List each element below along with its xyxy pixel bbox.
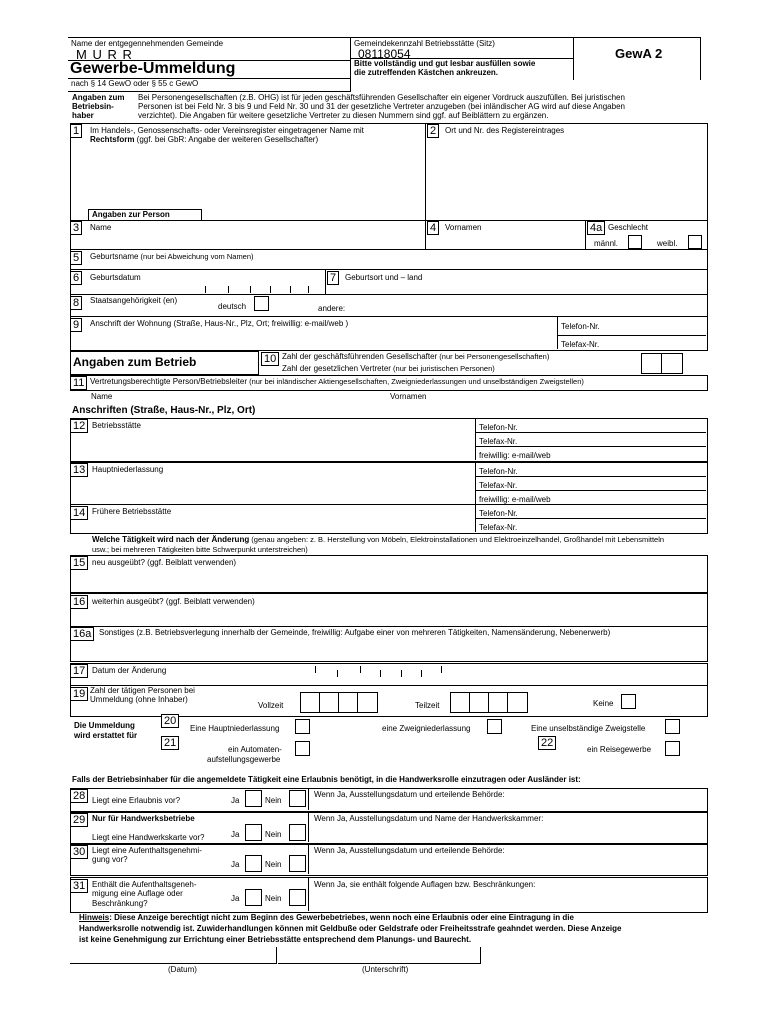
gemeinde-value[interactable]: M U R R <box>76 47 133 62</box>
ja-checkbox[interactable] <box>245 889 262 906</box>
intro-text: verzichtet). Die Angaben für weitere gesetzliche Vertreter zu diesen Nummern sind ggf. auf Beiblättern zu ergänzen. <box>138 111 549 120</box>
nein-checkbox[interactable] <box>289 889 306 906</box>
field-number: 5 <box>70 251 82 265</box>
field-label: Betriebsstätte <box>92 421 141 430</box>
date-tick <box>360 666 361 673</box>
field-label: Geburtsdatum <box>90 273 141 282</box>
vollzeit-digit-box[interactable] <box>319 692 340 713</box>
date-tick <box>315 666 316 673</box>
field-label: Telefon-Nr. <box>479 423 518 432</box>
signature-field[interactable] <box>278 947 481 964</box>
date-tick <box>270 286 271 293</box>
field-number: 3 <box>70 221 82 235</box>
section-heading: Angaben zur Person <box>92 210 170 219</box>
field-divider <box>308 812 309 842</box>
field-divider <box>425 123 426 220</box>
header-right-edge <box>700 37 701 80</box>
female-checkbox[interactable] <box>688 235 702 249</box>
field-label: Datum der Änderung <box>92 666 167 675</box>
checkbox-label: ein Reisegewerbe <box>587 745 652 754</box>
teilzeit-digit-box[interactable] <box>507 692 528 713</box>
field-label: Telefax-Nr. <box>479 523 518 532</box>
intro-text: Personen ist bei Feld Nr. 3 bis 9 und Feld Nr. 30 und 31 der gesetzliche Vertreter anzugeben (bei inländischer AG wird auf diese Angaben <box>138 102 625 111</box>
field-divider <box>475 418 476 460</box>
checkbox-label: Eine unselbständige Zweigstelle <box>531 724 646 733</box>
field-number: 11 <box>70 376 87 390</box>
gemeinde-label: Name der entgegennehmenden Gemeinde <box>71 39 224 48</box>
field-label: Zahl der geschäftsführenden Gesellschafter <box>282 352 438 361</box>
field-note: (genau angeben: z. B. Herstellung von Möbeln, Elektroinstallationen und Elektroeinzelhandel, Großhandel mit Lebensmitteln <box>249 535 665 544</box>
field-number: 14 <box>70 506 88 520</box>
field-number: 21 <box>161 736 179 750</box>
checkbox-label: eine Zweigniederlassung <box>382 724 471 733</box>
hauptniederlassung-checkbox[interactable] <box>295 719 310 734</box>
reisegewerbe-checkbox[interactable] <box>665 741 680 756</box>
field-label: Zahl der tätigen Personen bei <box>90 686 195 695</box>
field-number: 16a <box>70 627 94 641</box>
header-divider-2 <box>573 37 574 80</box>
checkbox-label: Eine Hauptniederlassung <box>190 724 280 733</box>
intro-heading: Betriebsin- <box>72 102 114 111</box>
field-label: Liegt eine Aufenthaltsgenehmi- <box>92 846 202 855</box>
field-divider <box>475 446 706 447</box>
field-number: 8 <box>70 296 82 310</box>
field-label: weiterhin ausgeübt? (ggf. Beiblatt verwenden) <box>92 597 255 606</box>
field-label: Vollzeit <box>258 701 284 710</box>
field-number: 28 <box>70 789 88 803</box>
header-divider-1 <box>350 37 351 92</box>
field-number: 15 <box>70 556 88 570</box>
checkbox-label: ein Automaten- <box>228 745 282 754</box>
checkbox-label: Ja <box>231 830 240 839</box>
field-label: andere: <box>318 304 346 313</box>
hinweis-text: ist keine Genehmigung zur Errichtung einer Betriebsstätte entsprechend dem Planungs- und Baurecht. <box>79 935 472 944</box>
checkbox-label: Ja <box>231 894 240 903</box>
vollzeit-digit-box[interactable] <box>357 692 378 713</box>
count-box[interactable] <box>641 353 663 374</box>
field-label: Im Handels-, Genossenschafts- oder Vereinsregister eingetragener Name mit <box>90 126 364 135</box>
field-note: usw.; bei mehreren Tätigkeiten bitte Schwerpunkt unterstreichen) <box>92 545 308 554</box>
field-label: Vornamen <box>445 223 482 232</box>
hinweis-text: : Diese Anzeige berechtigt nicht zum Beginn des Gewerbebetriebes, wenn noch eine Erlaubnis oder eine Eintragung in die <box>109 913 574 922</box>
field-divider <box>425 220 426 249</box>
field-label: Telefon-Nr. <box>479 467 518 476</box>
male-checkbox[interactable] <box>628 235 642 249</box>
vollzeit-digit-box[interactable] <box>338 692 359 713</box>
section-heading: Die Ummeldung <box>74 721 135 730</box>
kennzahl-label: Gemeindekennzahl Betriebsstätte (Sitz) <box>354 39 495 48</box>
field-label: Zahl der gesetzlichen Vertreter <box>282 364 391 373</box>
field-label[interactable]: Wenn Ja, Ausstellungsdatum und erteilende Behörde: <box>314 846 505 855</box>
section-heading: Anschriften (Straße, Haus-Nr., Plz, Ort) <box>72 405 256 416</box>
field-divider <box>308 788 309 810</box>
date-tick <box>308 286 309 293</box>
page-subtitle: nach § 14 GewO oder § 55 c GewO <box>71 79 199 88</box>
intro-text: Bei Personengesellschaften (z.B. OHG) ist für jeden geschäftsführenden Gesellschafter ein eigener Vordruck auszufüllen. Bei juristischen <box>138 93 625 102</box>
field-label: Telefon-Nr. <box>561 322 600 331</box>
field-label: Geburtsname <box>90 252 139 261</box>
field-label: Ort und Nr. des Registereintrages <box>445 126 565 135</box>
date-tick <box>337 670 338 677</box>
field-number: 20 <box>161 714 179 728</box>
zweigniederlassung-checkbox[interactable] <box>487 719 502 734</box>
checkbox-label: Nein <box>265 830 282 839</box>
field-divider <box>308 844 309 874</box>
field-label: Name <box>91 392 113 401</box>
field-label: Geburtsort und – land <box>345 273 423 282</box>
kennzahl-value[interactable]: 08118054 <box>358 47 411 61</box>
nein-checkbox[interactable] <box>289 855 306 872</box>
field-label: Vornamen <box>390 392 427 401</box>
field-number: 6 <box>70 271 82 285</box>
checkbox-label: Ja <box>231 860 240 869</box>
checkbox-label: männl. <box>594 239 619 248</box>
field-label: migung eine Auflage oder <box>92 889 183 898</box>
field-label: Geschlecht <box>608 223 649 232</box>
deutsch-checkbox[interactable] <box>254 296 269 311</box>
field-divider <box>475 490 706 491</box>
field-number: 12 <box>70 419 88 433</box>
keine-checkbox[interactable] <box>621 694 636 709</box>
field-divider <box>557 316 558 349</box>
zweigstelle-checkbox[interactable] <box>665 719 680 734</box>
vollzeit-digit-box[interactable] <box>300 692 321 713</box>
field-number: 30 <box>70 845 88 859</box>
field-divider <box>325 269 326 294</box>
field-number: 4 <box>427 221 439 235</box>
hinweis-text: Handwerksrolle notwendig ist. Zuwiderhandlungen können mit Geldbuße oder Geldstrafe oder Freiheitsstrafe geahndet werden. Diese Anzeige <box>79 924 622 933</box>
field-label: freiwillig: e-mail/web <box>479 451 551 460</box>
field-label: Liegt eine Erlaubnis vor? <box>92 796 181 805</box>
date-tick <box>290 286 291 293</box>
date-signature-field[interactable] <box>70 947 277 964</box>
field-label: Enthält die Aufenthaltsgeneh- <box>92 880 197 889</box>
field-divider <box>475 518 706 519</box>
field-label: Telefon-Nr. <box>479 509 518 518</box>
field-label: Nur für Handwerksbetriebe <box>92 814 195 823</box>
intro-heading: haber <box>72 111 94 120</box>
field-label[interactable]: Wenn Ja, Ausstellungsdatum und erteilende Behörde: <box>314 790 505 799</box>
field-note: (ggf. bei GbR: Angabe der weiteren Gesellschafter) <box>134 135 319 144</box>
header-top-rule <box>68 37 700 38</box>
field-label: Telefax-Nr. <box>479 437 518 446</box>
field-number: 17 <box>70 664 88 678</box>
field-note: (nur bei juristischen Personen) <box>390 364 495 373</box>
field-label: Ummeldung (ohne Inhaber) <box>90 695 188 704</box>
field-label[interactable]: Wenn Ja, Ausstellungsdatum und Name der Handwerkskammer: <box>314 814 544 823</box>
field-note: (nur bei Abweichung vom Namen) <box>138 252 254 261</box>
field-number: 16 <box>70 595 88 609</box>
ja-checkbox[interactable] <box>245 790 262 807</box>
field-number: 10 <box>261 352 279 366</box>
checkbox-label: weibl. <box>657 239 678 248</box>
field-label: neu ausgeübt? (ggf. Beiblatt verwenden) <box>92 558 237 567</box>
field-label: (Datum) <box>168 965 197 974</box>
teilzeit-digit-box[interactable] <box>488 692 509 713</box>
checkbox-label: Nein <box>265 894 282 903</box>
date-tick <box>401 670 402 677</box>
field-label: Sonstiges (z.B. Betriebsverlegung innerhalb der Gemeinde, freiwillig: Aufgabe einer von mehreren Tätigkeiten, Namensänderung, Nebenerwerb) <box>99 628 611 637</box>
field-label: gung vor? <box>92 855 128 864</box>
date-tick <box>421 670 422 677</box>
field-note: (nur bei inländischer Aktiengesellschaften, Zweigniederlassungen und unselbständigen Zweigstellen) <box>246 377 584 386</box>
field-label: Hauptniederlassung <box>92 465 164 474</box>
field-divider <box>475 462 476 504</box>
checkbox-label: Nein <box>265 796 282 805</box>
intro-heading: Angaben zum <box>72 93 125 102</box>
field-divider <box>585 220 586 249</box>
nein-checkbox[interactable] <box>289 790 306 807</box>
date-tick <box>228 286 229 293</box>
field-divider <box>557 335 706 336</box>
count-box[interactable] <box>661 353 683 374</box>
teilzeit-digit-box[interactable] <box>450 692 471 713</box>
field-label: Telefax-Nr. <box>479 481 518 490</box>
section-heading: Welche Tätigkeit wird nach der Änderung <box>92 535 250 544</box>
field-label: Beschränkung? <box>92 899 148 908</box>
field-number: 13 <box>70 463 88 477</box>
date-tick <box>250 286 251 293</box>
field-label: Staatsangehörigkeit (en) <box>90 296 178 305</box>
form-code: GewA 2 <box>615 46 663 61</box>
field-number: 2 <box>427 124 439 138</box>
field-label: Liegt eine Handwerkskarte vor? <box>92 833 205 842</box>
field-number: 9 <box>70 318 82 332</box>
checkbox-label: Nein <box>265 860 282 869</box>
field-label: Telefax-Nr. <box>561 340 600 349</box>
field-label[interactable]: Wenn Ja, sie enthält folgende Auflagen bzw. Beschränkungen: <box>314 880 536 889</box>
nein-checkbox[interactable] <box>289 824 306 841</box>
field-divider <box>475 476 706 477</box>
instruction-line-2: die zutreffenden Kästchen ankreuzen. <box>354 68 499 77</box>
field-divider <box>308 877 309 911</box>
field-note: (nur bei Personengesellschaften) <box>437 352 550 361</box>
page-title: Gewerbe-Ummeldung <box>70 60 236 77</box>
field-label: Keine <box>593 699 614 708</box>
field-label: Vertretungsberechtigte Person/Betriebsleiter <box>90 377 247 386</box>
field-number: 7 <box>327 271 339 285</box>
date-tick <box>441 666 442 673</box>
hauptniederlassung-field[interactable] <box>70 462 708 506</box>
betriebsstaette-field[interactable] <box>70 418 708 462</box>
field-label: Teilzeit <box>415 701 440 710</box>
hinweis-label: Hinweis <box>79 913 110 922</box>
section-heading: wird erstattet für <box>74 731 138 740</box>
field-number: 22 <box>538 736 556 750</box>
field-label: Frühere Betriebsstätte <box>92 507 172 516</box>
field-label: Rechtsform <box>90 135 135 144</box>
section-heading: Angaben zum Betrieb <box>73 355 197 369</box>
automaten-checkbox[interactable] <box>295 741 310 756</box>
field-number: 31 <box>70 879 88 893</box>
field-label: (Unterschrift) <box>362 965 409 974</box>
teilzeit-digit-box[interactable] <box>469 692 490 713</box>
date-tick <box>205 286 206 293</box>
field-number: 1 <box>70 124 82 138</box>
field-divider <box>475 432 706 433</box>
instruction-line-1: Bitte vollständig und gut lesbar ausfüllen sowie <box>354 59 536 68</box>
header-rule <box>68 91 350 92</box>
checkbox-label: aufstellungsgewerbe <box>207 755 281 764</box>
field-label: Anschrift der Wohnung (Straße, Haus-Nr., Plz, Ort; freiwillig: e-mail/web ) <box>90 319 349 328</box>
ja-checkbox[interactable] <box>245 855 262 872</box>
checkbox-label: Ja <box>231 796 240 805</box>
field-number: 29 <box>70 813 88 827</box>
ja-checkbox[interactable] <box>245 824 262 841</box>
checkbox-label: deutsch <box>218 302 247 311</box>
date-tick <box>380 670 381 677</box>
field-label: freiwillig: e-mail/web <box>479 495 551 504</box>
section-heading: Falls der Betriebsinhaber für die angemeldete Tätigkeit eine Erlaubnis benötigt, in die Handwerksrolle einzutragen oder Ausländer ist: <box>72 775 581 784</box>
field-number: 4a <box>587 221 605 235</box>
field-label: Name <box>90 223 112 232</box>
field-number: 19 <box>70 687 88 701</box>
